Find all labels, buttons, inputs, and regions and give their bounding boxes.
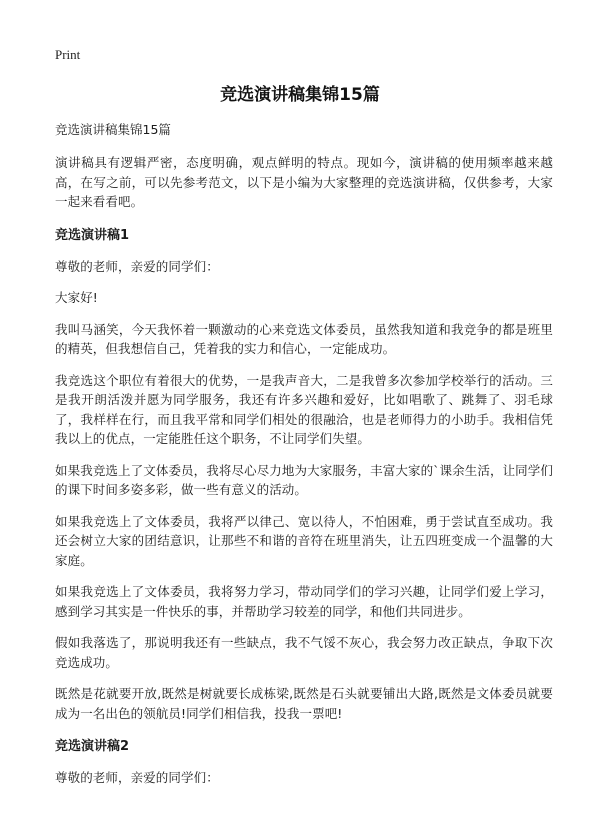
document-content bbox=[55, 120, 553, 800]
intro-paragraph: 演讲稿具有逻辑严密，态度明确，观点鲜明的特点。现如今，演讲稿的使用频率越来越高，在写之前，可以先参考范文，以下是小编为大家整理的竞选演讲稿，仅供参考，大家一起来看看吧。 bbox=[55, 155, 553, 209]
paragraph: 我叫马涵笑，今天我怀着一颗激动的心来竞选文体委员，虽然我知道和我竞争的都是班里的精英，但我想信自己，凭着我的实力和信心，一定能成功。 bbox=[55, 321, 553, 356]
paragraph: 如果我竞选上了文体委员，我将严以律己、宽以待人，不怕困难，勇于尝试直至成功。我还会树立大家的团结意识，让那些不和谐的音符在班里消失，让五四班变成一个温馨的大家庭。 bbox=[55, 513, 553, 568]
paragraph: 大家好! bbox=[55, 290, 98, 305]
document-subtitle: 竞选演讲稿集锦15篇 bbox=[55, 122, 171, 137]
paragraph: 尊敬的老师，亲爱的同学们： bbox=[55, 258, 219, 274]
paragraph: 如果我竞选上了文体委员，我将努力学习，带动同学们的学习兴趣，让同学们爱上学习，感到学习其实是一件快乐的事，并帮助学习较差的同学，和他们共同进步。 bbox=[55, 584, 553, 619]
section-heading-2: 竞选演讲稿2 bbox=[55, 739, 130, 754]
section-heading-1: 竞选演讲稿1 bbox=[55, 227, 130, 243]
document-title: 竞选演讲稿集锦15篇 bbox=[220, 85, 380, 105]
paragraph: 尊敬的老师，亲爱的同学们： bbox=[55, 770, 219, 785]
paragraph: 既然是花就要开放,既然是树就要长成栋梁,既然是石头就要铺出大路,既然是文体委员就要成为一名出色的领航员!同学们相信我，投我一票吧! bbox=[55, 686, 553, 721]
paragraph: 我竞选这个职位有着很大的优势，一是我声音大，二是我曾多次参加学校举行的活动。三是我开朗活泼并愿为同学服务，我还有许多兴趣和爱好，比如唱歌了、跳舞了、羽毛球了，我样样在行，而且我平常和同学们相处的很融洽，也是老师得力的小助手。我相信凭我以上的优点，一定能胜任这个职务，不让同学们失望。 bbox=[55, 372, 553, 446]
print-link[interactable]: Print bbox=[55, 47, 81, 62]
paragraph: 假如我落选了，那说明我还有一些缺点，我不气馁不灰心，我会努力改正缺点，争取下次竞选成功。 bbox=[55, 635, 553, 670]
paragraph: 如果我竞选上了文体委员，我将尽心尽力地为大家服务，丰富大家的`课余生活，让同学们的课下时间多姿多彩，做一些有意义的活动。 bbox=[55, 462, 553, 497]
